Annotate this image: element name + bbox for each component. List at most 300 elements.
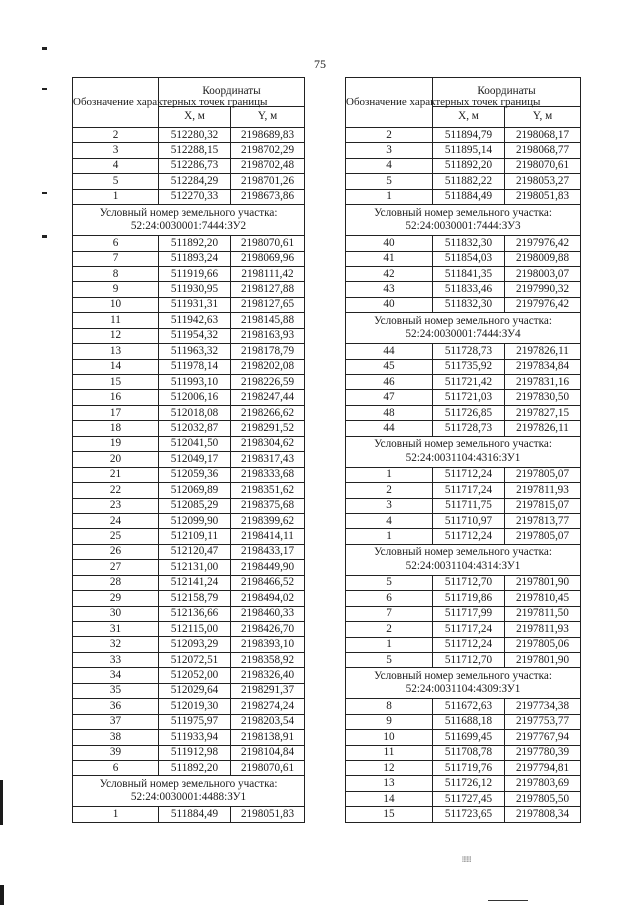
x-coordinate-cell: 512041,50 [159, 436, 231, 451]
point-number-cell: 3 [346, 143, 433, 158]
y-coordinate-cell: 2198449,90 [231, 560, 305, 575]
cadastral-number: 52:24:0030001:7444:ЗУ2 [130, 220, 247, 233]
point-number-cell: 10 [73, 297, 159, 312]
table-row [73, 606, 305, 621]
point-number-cell: 9 [73, 282, 159, 297]
x-coordinate-cell: 512286,73 [159, 158, 231, 173]
point-number-cell: 47 [346, 390, 433, 405]
point-number-cell: 32 [73, 637, 159, 652]
table-row [73, 189, 305, 204]
table-row [346, 266, 581, 281]
y-coordinate-cell: 2198145,88 [231, 313, 305, 328]
y-coordinate-cell: 2198304,62 [231, 436, 305, 451]
y-coordinate-cell: 2197827,15 [505, 405, 581, 420]
point-number-cell: 26 [73, 544, 159, 559]
point-number-cell: 11 [73, 313, 159, 328]
table-row [73, 807, 305, 822]
y-coordinate-cell: 2198291,52 [231, 421, 305, 436]
y-coordinate-cell: 2197734,38 [505, 699, 581, 714]
y-coordinate-cell: 2198138,91 [231, 730, 305, 745]
point-number-cell: 44 [346, 344, 433, 359]
x-coordinate-cell: 511832,30 [433, 236, 505, 251]
table-row [346, 699, 581, 714]
land-plot-number [346, 313, 581, 344]
point-number-cell: 15 [346, 807, 433, 822]
y-coordinate-cell: 2197990,32 [505, 282, 581, 297]
table-row [73, 297, 305, 312]
point-number-cell: 1 [73, 189, 159, 204]
land-plot-number [346, 668, 581, 699]
point-number-cell: 2 [346, 622, 433, 637]
table-row [346, 652, 581, 667]
y-coordinate-cell: 2198399,62 [231, 513, 305, 528]
table-row [73, 174, 305, 189]
y-coordinate-cell: 2198414,11 [231, 529, 305, 544]
x-coordinate-cell: 512115,00 [159, 622, 231, 637]
point-number-cell: 8 [73, 266, 159, 281]
cadastral-number: 52:24:0031104:4316:ЗУ1 [405, 451, 521, 464]
y-coordinate-cell: 2197803,69 [505, 776, 581, 791]
point-number-cell: 13 [73, 344, 159, 359]
point-number-cell: 46 [346, 375, 433, 390]
point-number-cell: 31 [73, 622, 159, 637]
table-row [346, 405, 581, 420]
x-coordinate-cell: 511854,03 [433, 251, 505, 266]
y-coordinate-cell: 2197767,94 [505, 730, 581, 745]
x-coordinate-cell: 511895,14 [433, 143, 505, 158]
cadastral-number: 52:24:0030001:7444:ЗУ3 [405, 220, 521, 233]
x-coordinate-cell: 511717,24 [433, 622, 505, 637]
section-heading-row [346, 436, 581, 467]
table-row [73, 591, 305, 606]
point-number-cell: 5 [346, 174, 433, 189]
coordinates-header: Координаты [433, 78, 581, 107]
point-number-cell: 14 [346, 791, 433, 806]
y-coordinate-cell: 2197976,42 [505, 236, 581, 251]
y-coordinate-cell: 2197813,77 [505, 513, 581, 528]
point-number-cell: 23 [73, 498, 159, 513]
point-number-cell: 38 [73, 730, 159, 745]
point-number-cell: 27 [73, 560, 159, 575]
point-number-cell: 3 [73, 143, 159, 158]
point-number-cell: 20 [73, 452, 159, 467]
y-coordinate-cell: 2198053,27 [505, 174, 581, 189]
x-coordinate-cell: 512085,29 [159, 498, 231, 513]
x-coordinate-cell: 512019,30 [159, 699, 231, 714]
x-coordinate-cell: 511978,14 [159, 359, 231, 374]
y-coordinate-cell: 2197811,93 [505, 622, 581, 637]
section-heading-row [73, 776, 305, 807]
table-row [73, 730, 305, 745]
point-number-cell: 6 [73, 236, 159, 251]
x-coordinate-cell: 512059,36 [159, 467, 231, 482]
table-row [73, 236, 305, 251]
y-coordinate-cell: 2198203,54 [231, 714, 305, 729]
point-number-cell: 35 [73, 683, 159, 698]
coordinates-header: Координаты [159, 78, 305, 107]
table-row [73, 498, 305, 513]
point-number-cell: 6 [73, 760, 159, 775]
table-row [73, 652, 305, 667]
table-row [346, 375, 581, 390]
x-coordinate-cell: 511672,63 [433, 699, 505, 714]
point-number-cell: 12 [73, 328, 159, 343]
x-coordinate-cell: 512136,66 [159, 606, 231, 621]
point-number-cell: 13 [346, 776, 433, 791]
punch-mark [42, 88, 47, 90]
table-row [73, 637, 305, 652]
x-coordinate-cell: 511712,24 [433, 637, 505, 652]
punch-mark [42, 192, 47, 194]
point-number-cell: 45 [346, 359, 433, 374]
table-row [346, 791, 581, 806]
point-number-cell: 42 [346, 266, 433, 281]
point-number-cell: 37 [73, 714, 159, 729]
table-row [346, 128, 581, 143]
y-coordinate-cell: 2198317,43 [231, 452, 305, 467]
table-row [73, 344, 305, 359]
point-number-cell: 39 [73, 745, 159, 760]
section-heading-row [346, 313, 581, 344]
point-number-cell: 4 [346, 158, 433, 173]
x-coordinate-cell: 512093,29 [159, 637, 231, 652]
y-coordinate-cell: 2198163,93 [231, 328, 305, 343]
y-coordinate-cell: 2198127,88 [231, 282, 305, 297]
point-number-cell: 1 [73, 807, 159, 822]
x-coordinate-cell: 511717,99 [433, 606, 505, 621]
x-coordinate-cell: 511893,24 [159, 251, 231, 266]
table-row [73, 251, 305, 266]
x-coordinate-cell: 511728,73 [433, 344, 505, 359]
designation-header: Обозначение характерных точек границы [73, 78, 159, 128]
y-coordinate-cell: 2197826,11 [505, 421, 581, 436]
x-coordinate-cell: 512069,89 [159, 483, 231, 498]
y-coordinate-cell: 2198494,02 [231, 591, 305, 606]
x-coordinate-cell: 511719,76 [433, 761, 505, 776]
point-number-cell: 43 [346, 282, 433, 297]
table-row [346, 483, 581, 498]
y-coordinate-cell: 2198673,86 [231, 189, 305, 204]
y-coordinate-cell: 2198247,44 [231, 390, 305, 405]
table-row [73, 529, 305, 544]
table-row [346, 513, 581, 528]
y-coordinate-cell: 2197826,11 [505, 344, 581, 359]
punch-mark [42, 235, 47, 238]
table-row [73, 158, 305, 173]
y-coordinate-cell: 2198375,68 [231, 498, 305, 513]
point-number-cell: 5 [73, 174, 159, 189]
point-number-cell: 36 [73, 699, 159, 714]
y-coordinate-cell: 2198009,88 [505, 251, 581, 266]
table-row [346, 174, 581, 189]
section-heading-row [73, 205, 305, 236]
table-row [346, 297, 581, 312]
x-coordinate-cell: 512072,51 [159, 652, 231, 667]
x-coordinate-cell: 511892,20 [159, 236, 231, 251]
y-coordinate-cell: 2197811,93 [505, 483, 581, 498]
cadastral-number: 52:24:0031104:4309:ЗУ1 [405, 683, 521, 696]
x-coordinate-cell: 511931,31 [159, 297, 231, 312]
table-row [346, 467, 581, 482]
y-coordinate-cell: 2198068,77 [505, 143, 581, 158]
table-row [346, 606, 581, 621]
x-coordinate-cell: 512120,47 [159, 544, 231, 559]
x-coordinate-cell: 511894,79 [433, 128, 505, 143]
table-row [73, 375, 305, 390]
punch-mark [42, 47, 47, 50]
x-coordinate-cell: 511728,73 [433, 421, 505, 436]
point-number-cell: 2 [73, 128, 159, 143]
table-row [346, 745, 581, 760]
table-row [346, 390, 581, 405]
y-coordinate-cell: 2197976,42 [505, 297, 581, 312]
x-coordinate-cell: 511727,45 [433, 791, 505, 806]
y-coordinate-cell: 2198226,59 [231, 375, 305, 390]
y-coordinate-cell: 2197805,07 [505, 529, 581, 544]
y-coordinate-cell: 2198068,17 [505, 128, 581, 143]
table-row [73, 683, 305, 698]
table-row [346, 622, 581, 637]
y-coordinate-cell: 2197834,84 [505, 359, 581, 374]
section-label: Условный номер земельного участка: [374, 546, 552, 559]
point-number-cell: 7 [346, 606, 433, 621]
y-coordinate-cell: 2198104,84 [231, 745, 305, 760]
y-coordinate-cell: 2198326,40 [231, 668, 305, 683]
point-number-cell: 30 [73, 606, 159, 621]
y-coordinate-cell: 2198351,62 [231, 483, 305, 498]
table-row [73, 714, 305, 729]
right-table-body [346, 128, 581, 823]
table-row [73, 513, 305, 528]
point-number-cell: 4 [73, 158, 159, 173]
x-coordinate-cell: 511721,42 [433, 375, 505, 390]
y-coordinate-cell: 2198274,24 [231, 699, 305, 714]
x-coordinate-cell: 511726,12 [433, 776, 505, 791]
x-coordinate-cell: 511717,24 [433, 483, 505, 498]
x-coordinate-cell: 511726,85 [433, 405, 505, 420]
margin-scribble: ⸽⸽⸽ [462, 856, 471, 863]
y-coordinate-cell: 2197801,90 [505, 575, 581, 590]
x-coordinate-cell: 512032,87 [159, 421, 231, 436]
point-number-cell: 1 [346, 637, 433, 652]
table-row [73, 143, 305, 158]
point-number-cell: 5 [346, 652, 433, 667]
point-number-cell: 17 [73, 405, 159, 420]
table-row [73, 668, 305, 683]
table-row [346, 143, 581, 158]
margin-line [488, 900, 528, 901]
y-coordinate-cell: 2198070,61 [231, 236, 305, 251]
cadastral-number: 52:24:0030001:4488:ЗУ1 [130, 791, 247, 804]
table-row [73, 452, 305, 467]
x-coordinate-cell: 512158,79 [159, 591, 231, 606]
point-number-cell: 25 [73, 529, 159, 544]
point-number-cell: 28 [73, 575, 159, 590]
table-row [73, 544, 305, 559]
table-row [73, 313, 305, 328]
x-coordinate-cell: 511711,75 [433, 498, 505, 513]
x-coordinate-cell: 511708,78 [433, 745, 505, 760]
table-row [73, 467, 305, 482]
coordinates-table-left [72, 77, 305, 823]
x-coordinate-cell: 511721,03 [433, 390, 505, 405]
table-row [73, 560, 305, 575]
x-coordinate-cell: 511832,30 [433, 297, 505, 312]
x-coordinate-cell: 511712,70 [433, 575, 505, 590]
section-label: Условный номер земельного участка: [99, 777, 278, 790]
y-coordinate-cell: 2197810,45 [505, 591, 581, 606]
cadastral-number: 52:24:0031104:4314:ЗУ1 [405, 559, 521, 572]
y-header: Y, м [231, 107, 305, 128]
point-number-cell: 33 [73, 652, 159, 667]
y-coordinate-cell: 2197801,90 [505, 652, 581, 667]
y-coordinate-cell: 2197794,81 [505, 761, 581, 776]
y-coordinate-cell: 2198702,48 [231, 158, 305, 173]
scan-edge [0, 885, 4, 905]
x-coordinate-cell: 512052,00 [159, 668, 231, 683]
point-number-cell: 22 [73, 483, 159, 498]
point-number-cell: 10 [346, 730, 433, 745]
table-row [73, 575, 305, 590]
point-number-cell: 6 [346, 591, 433, 606]
x-coordinate-cell: 511710,97 [433, 513, 505, 528]
x-coordinate-cell: 512141,24 [159, 575, 231, 590]
y-coordinate-cell: 2198426,70 [231, 622, 305, 637]
point-number-cell: 41 [346, 251, 433, 266]
y-coordinate-cell: 2197831,16 [505, 375, 581, 390]
x-coordinate-cell: 512270,33 [159, 189, 231, 204]
table-row [346, 236, 581, 251]
table-row [73, 760, 305, 775]
table-row [346, 498, 581, 513]
x-coordinate-cell: 512109,11 [159, 529, 231, 544]
x-coordinate-cell: 511882,22 [433, 174, 505, 189]
table-row [346, 344, 581, 359]
x-header: X, м [159, 107, 231, 128]
x-coordinate-cell: 512280,32 [159, 128, 231, 143]
table-row [346, 282, 581, 297]
y-coordinate-cell: 2198433,17 [231, 544, 305, 559]
x-coordinate-cell: 511841,35 [433, 266, 505, 281]
x-coordinate-cell: 512006,16 [159, 390, 231, 405]
y-coordinate-cell: 2198393,10 [231, 637, 305, 652]
x-coordinate-cell: 512288,15 [159, 143, 231, 158]
y-coordinate-cell: 2198111,42 [231, 266, 305, 281]
x-coordinate-cell: 511735,92 [433, 359, 505, 374]
table-row [346, 776, 581, 791]
point-number-cell: 48 [346, 405, 433, 420]
x-coordinate-cell: 512284,29 [159, 174, 231, 189]
point-number-cell: 24 [73, 513, 159, 528]
y-coordinate-cell: 2198460,33 [231, 606, 305, 621]
x-coordinate-cell: 512131,00 [159, 560, 231, 575]
x-coordinate-cell: 511884,49 [433, 189, 505, 204]
section-heading-row [346, 205, 581, 236]
y-coordinate-cell: 2198202,08 [231, 359, 305, 374]
y-coordinate-cell: 2198051,83 [505, 189, 581, 204]
page-number: 75 [314, 57, 326, 71]
point-number-cell: 12 [346, 761, 433, 776]
x-coordinate-cell: 512099,90 [159, 513, 231, 528]
point-number-cell: 44 [346, 421, 433, 436]
point-number-cell: 3 [346, 498, 433, 513]
point-number-cell: 1 [346, 467, 433, 482]
y-coordinate-cell: 2197805,06 [505, 637, 581, 652]
table-row [346, 637, 581, 652]
section-label: Условный номер земельного участка: [374, 206, 552, 219]
y-coordinate-cell: 2198070,61 [505, 158, 581, 173]
section-label: Условный номер земельного участка: [374, 438, 552, 451]
scan-edge [0, 780, 3, 825]
x-coordinate-cell: 511919,66 [159, 266, 231, 281]
y-coordinate-cell: 2198333,68 [231, 467, 305, 482]
table-row [346, 189, 581, 204]
land-plot-number [346, 544, 581, 575]
table-row [346, 714, 581, 729]
y-coordinate-cell: 2198266,62 [231, 405, 305, 420]
y-coordinate-cell: 2197780,39 [505, 745, 581, 760]
point-number-cell: 1 [346, 529, 433, 544]
land-plot-number [346, 436, 581, 467]
point-number-cell: 2 [346, 483, 433, 498]
table-row [73, 282, 305, 297]
table-row [346, 158, 581, 173]
x-coordinate-cell: 511975,97 [159, 714, 231, 729]
point-number-cell: 34 [73, 668, 159, 683]
x-coordinate-cell: 512018,08 [159, 405, 231, 420]
table-row [346, 575, 581, 590]
table-row [346, 591, 581, 606]
x-coordinate-cell: 511963,32 [159, 344, 231, 359]
y-coordinate-cell: 2197805,50 [505, 791, 581, 806]
x-header: X, м [433, 107, 505, 128]
point-number-cell: 14 [73, 359, 159, 374]
x-coordinate-cell: 511719,86 [433, 591, 505, 606]
y-coordinate-cell: 2197753,77 [505, 714, 581, 729]
y-coordinate-cell: 2198291,37 [231, 683, 305, 698]
table-row [346, 730, 581, 745]
y-coordinate-cell: 2198003,07 [505, 266, 581, 281]
x-coordinate-cell: 511699,45 [433, 730, 505, 745]
x-coordinate-cell: 511930,95 [159, 282, 231, 297]
coordinates-table-right [345, 77, 581, 823]
point-number-cell: 4 [346, 513, 433, 528]
y-coordinate-cell: 2198178,79 [231, 344, 305, 359]
x-coordinate-cell: 511933,94 [159, 730, 231, 745]
table-row [73, 328, 305, 343]
table-row [73, 390, 305, 405]
table-row [73, 745, 305, 760]
x-coordinate-cell: 511833,46 [433, 282, 505, 297]
x-coordinate-cell: 511712,24 [433, 467, 505, 482]
x-coordinate-cell: 511892,20 [433, 158, 505, 173]
y-coordinate-cell: 2198358,92 [231, 652, 305, 667]
point-number-cell: 5 [346, 575, 433, 590]
y-coordinate-cell: 2197811,50 [505, 606, 581, 621]
y-header: Y, м [505, 107, 581, 128]
table-row [346, 421, 581, 436]
point-number-cell: 16 [73, 390, 159, 405]
cadastral-number: 52:24:0030001:7444:ЗУ4 [405, 328, 521, 341]
section-label: Условный номер земельного участка: [374, 669, 552, 682]
table-row [346, 529, 581, 544]
point-number-cell: 2 [346, 128, 433, 143]
table-row [73, 266, 305, 281]
table-row [346, 251, 581, 266]
y-coordinate-cell: 2198127,65 [231, 297, 305, 312]
x-coordinate-cell: 511712,24 [433, 529, 505, 544]
section-heading-row [346, 544, 581, 575]
